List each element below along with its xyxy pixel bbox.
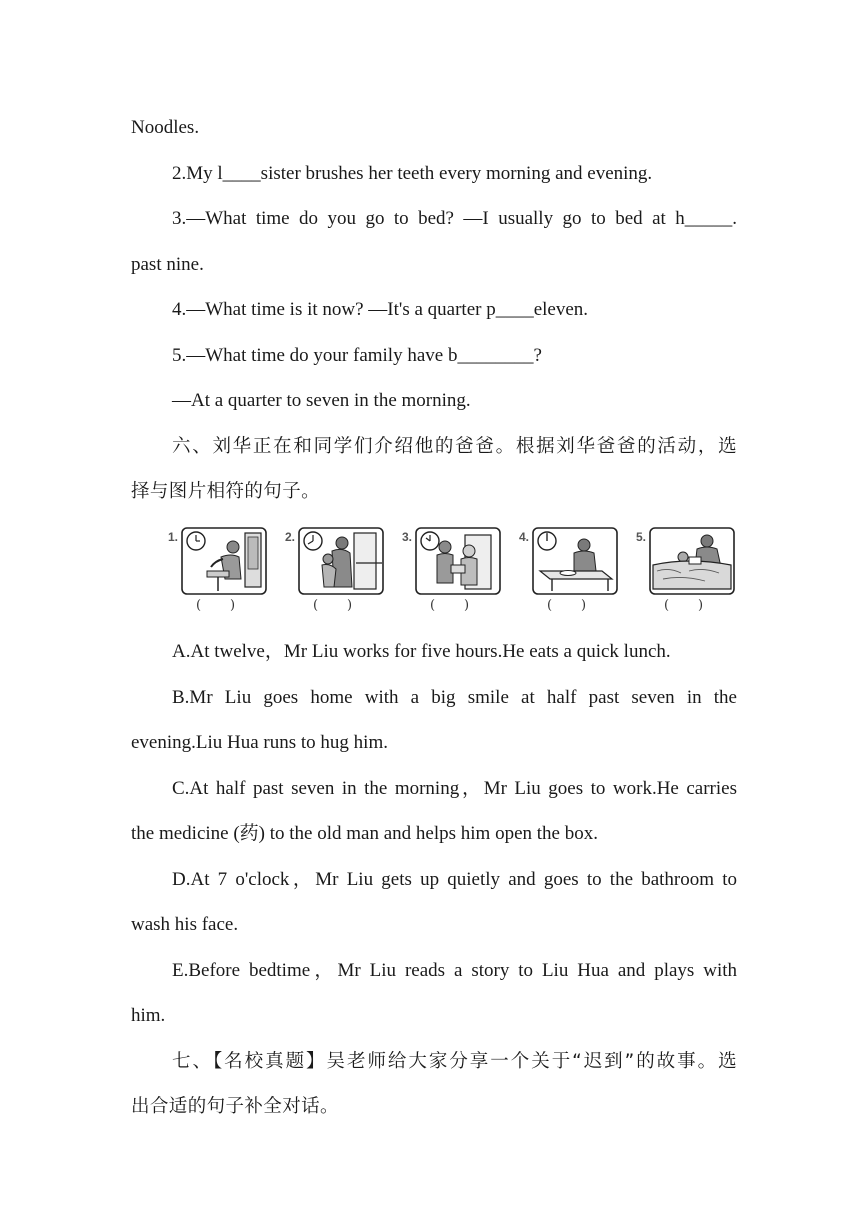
question-4: 4.—What time is it now? —It's a quarter p____eleven. [172, 299, 589, 320]
section-7-title-continued: 出合适的句子补全对话。 [131, 1096, 339, 1117]
man-washing-face-picture [181, 527, 267, 595]
question-5-answer: —At a quarter to seven in the morning. [172, 390, 471, 411]
option-c-continued: the medicine (药) to the old man and helps him open the box. [131, 823, 598, 844]
question-2: 2.My l____sister brushes her teeth every morning and evening. [172, 163, 653, 184]
answer-parentheses[interactable]: ( ) [313, 598, 353, 613]
answer-parentheses[interactable]: ( ) [196, 598, 236, 613]
section-7-title: 七、【名校真题】吴老师给大家分享一个关于“迟到”的故事。选 [172, 1051, 737, 1072]
picture-1 [168, 524, 268, 618]
question-5: 5.—What time do your family have b________? [172, 345, 542, 366]
child-hugging-father-picture [298, 527, 384, 595]
question-3-continued: past nine. [131, 254, 204, 275]
option-e-continued: him. [131, 1005, 166, 1026]
picture-4 [519, 524, 619, 618]
helping-old-man-picture [415, 527, 501, 595]
answer-parentheses[interactable]: ( ) [547, 598, 587, 613]
picture-2 [285, 524, 385, 618]
picture-number: 5. [636, 530, 647, 544]
picture-number: 3. [402, 530, 413, 544]
question-3: 3.—What time do you go to bed? —I usually go to bed at h_____. [172, 208, 737, 229]
option-e: E.Before bedtime，Mr Liu reads a story to Liu Hua and plays with [172, 960, 737, 981]
picture-3 [402, 524, 502, 618]
answer-parentheses[interactable]: ( ) [430, 598, 470, 613]
option-d: D.At 7 o'clock，Mr Liu gets up quietly and goes to the bathroom to [172, 869, 737, 890]
option-b-continued: evening.Liu Hua runs to hug him. [131, 732, 388, 753]
section-6-title: 六、刘华正在和同学们介绍他的爸爸。根据刘华爸爸的活动，选 [172, 436, 737, 457]
picture-5 [636, 524, 736, 618]
option-a: A.At twelve，Mr Liu works for five hours.He eats a quick lunch. [172, 641, 671, 662]
option-c: C.At half past seven in the morning，Mr Liu goes to work.He carries [172, 778, 737, 799]
picture-number: 2. [285, 530, 296, 544]
man-eating-lunch-picture [532, 527, 618, 595]
option-d-continued: wash his face. [131, 914, 239, 935]
picture-number: 1. [168, 530, 179, 544]
answer-parentheses[interactable]: ( ) [664, 598, 704, 613]
answer-line: Noodles. [131, 117, 200, 138]
picture-strip [168, 524, 753, 618]
option-b: B.Mr Liu goes home with a big smile at half past seven in the [172, 687, 737, 708]
section-6-title-continued: 择与图片相符的句子。 [131, 481, 321, 502]
bedtime-story-picture [649, 527, 735, 595]
picture-number: 4. [519, 530, 530, 544]
